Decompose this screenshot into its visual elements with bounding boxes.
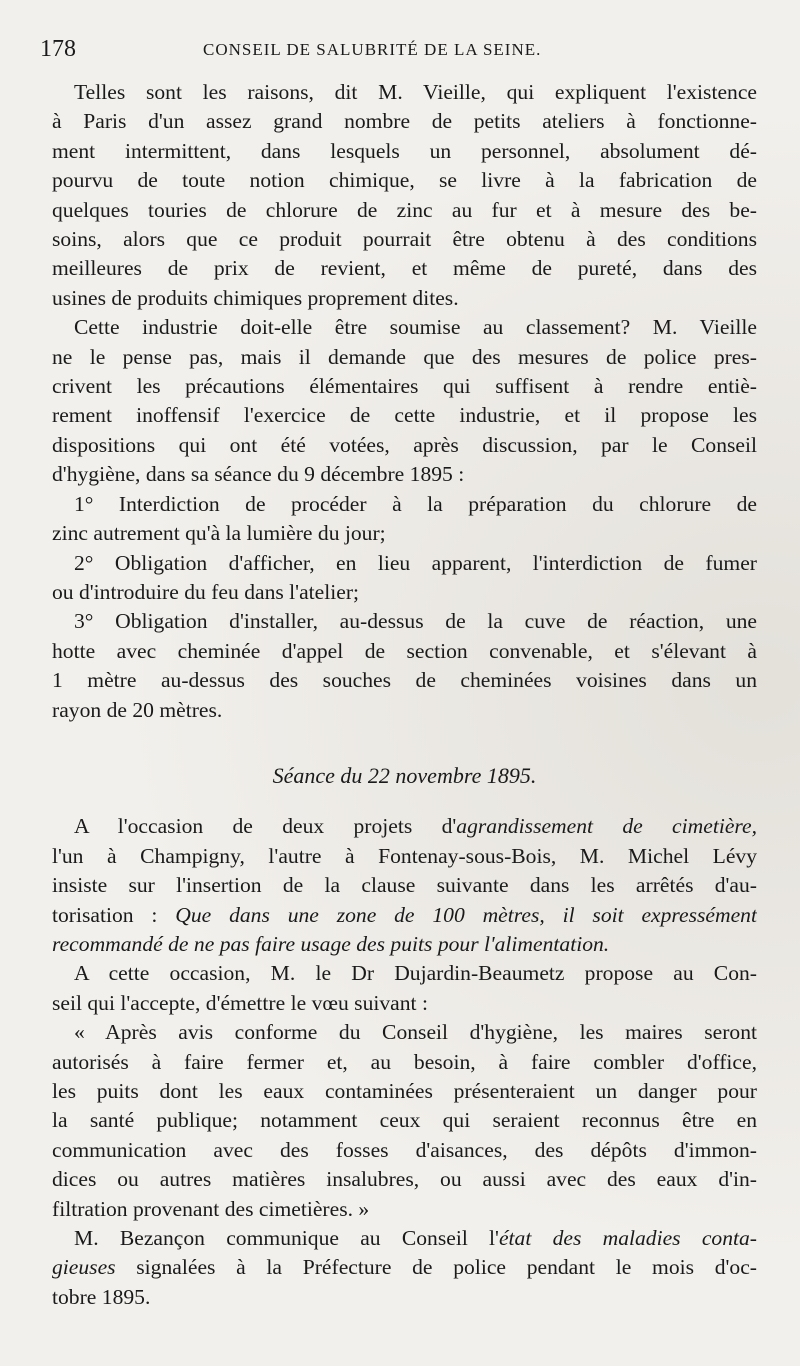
text-line: 1 mètre au-dessus des souches de cheminées voisines dans un bbox=[52, 668, 757, 693]
text-line bbox=[52, 1224, 757, 1253]
italic-span: recommandé de ne pas faire usage des puits pour l'alimentation. bbox=[52, 931, 610, 956]
text-line: quelques touries de chlorure de zinc au fur et à mesure des be- bbox=[52, 197, 757, 222]
text-line: usines de produits chimiques proprement dites. bbox=[52, 285, 459, 310]
text-line: les puits dont les eaux contaminées présenteraient un danger pour bbox=[52, 1079, 757, 1103]
text-line: autorisés à faire fermer et, au besoin, à faire combler d'office, bbox=[52, 1049, 757, 1074]
text-line bbox=[52, 930, 757, 959]
text-line: dispositions qui ont été votées, après discussion, par le Conseil bbox=[52, 432, 757, 457]
text-line: meilleures de prix de revient, et même de pureté, dans des bbox=[52, 256, 757, 281]
text-line: à Paris d'un assez grand nombre de petits ateliers à fonctionne- bbox=[52, 109, 757, 134]
list-item-2 bbox=[52, 549, 757, 608]
paragraph-6 bbox=[52, 1224, 757, 1312]
text-line: dices ou autres matières insalubres, ou aussi avec des eaux d'in- bbox=[52, 1167, 757, 1192]
text-line: la santé publique; notamment ceux qui seraient reconnus être en bbox=[52, 1108, 757, 1133]
spacer bbox=[52, 725, 757, 747]
text-line: « Après avis conforme du Conseil d'hygiène, les maires seront bbox=[74, 1020, 757, 1045]
text-line: 3° Obligation d'installer, au-dessus de la cuve de réaction, une bbox=[74, 609, 757, 634]
text-line: ment intermittent, dans lesquels un personnel, absolument dé- bbox=[52, 138, 757, 163]
text-line: ne le pense pas, mais il demande que des mesures de police pres- bbox=[52, 344, 757, 369]
text-line: insiste sur l'insertion de la clause suivante dans les arrêtés d'au- bbox=[52, 873, 757, 898]
list-item-3 bbox=[52, 607, 757, 725]
text-line: Cette industrie doit-elle être soumise au classement? M. Vieille bbox=[74, 315, 757, 340]
paragraph-2 bbox=[52, 313, 757, 489]
text-line bbox=[52, 812, 757, 841]
italic-span: gieuses bbox=[52, 1255, 116, 1280]
italic-span: agrandissement de cimetière, bbox=[456, 814, 757, 839]
text-line: d'hygiène, dans sa séance du 9 décembre 1895 : bbox=[52, 462, 465, 487]
text-line: hotte avec cheminée d'appel de section convenable, et s'élevant à bbox=[52, 638, 757, 663]
italic-span: Que dans une zone de 100 mètres, il soit expressément bbox=[175, 902, 757, 927]
text-span: M. Bezançon communique au Conseil l' bbox=[74, 1226, 499, 1251]
text-line bbox=[52, 1253, 757, 1282]
paragraph-3 bbox=[52, 812, 757, 959]
text-line: communication avec des fosses d'aisances, des dépôts d'immon- bbox=[52, 1137, 757, 1162]
text-line: seil qui l'accepte, d'émettre le vœu suivant : bbox=[52, 990, 428, 1015]
list-item-1 bbox=[52, 490, 757, 549]
italic-span: état des maladies conta- bbox=[498, 1226, 757, 1251]
text-line: rayon de 20 mètres. bbox=[52, 697, 223, 722]
paragraph-1 bbox=[52, 78, 757, 313]
text-line: pourvu de toute notion chimique, se livre à la fabrication de bbox=[52, 168, 757, 193]
text-line: zinc autrement qu'à la lumière du jour; bbox=[52, 521, 386, 546]
text-line: filtration provenant des cimetières. » bbox=[52, 1196, 370, 1221]
paragraph-5 bbox=[52, 1018, 757, 1224]
text-line: A cette occasion, M. le Dr Dujardin-Beaumetz propose au Con- bbox=[74, 961, 757, 986]
text-line: rement inoffensif l'exercice de cette industrie, et il propose les bbox=[52, 403, 757, 428]
text-span: signalées à la Préfecture de police pendant le mois d'oc- bbox=[115, 1255, 757, 1280]
running-title: CONSEIL DE SALUBRITÉ DE LA SEINE. bbox=[203, 40, 542, 59]
text-line bbox=[52, 901, 757, 930]
text-line: soins, alors que ce produit pourrait être obtenu à des conditions bbox=[52, 227, 757, 252]
paragraph-4 bbox=[52, 959, 757, 1018]
section-heading: Séance du 22 novembre 1895. bbox=[272, 762, 537, 788]
page-header bbox=[40, 36, 758, 66]
text-line: tobre 1895. bbox=[52, 1284, 151, 1309]
text-span: A l'occasion de deux projets d' bbox=[74, 814, 457, 839]
text-line: crivent les précautions élémentaires qui suffisent à rendre entiè- bbox=[52, 374, 757, 399]
text-line: Telles sont les raisons, dit M. Vieille, qui expliquent l'existence bbox=[74, 80, 757, 104]
text-line: l'un à Champigny, l'autre à Fontenay-sous-Bois, M. Michel Lévy bbox=[52, 843, 757, 868]
text-span: torisation : bbox=[52, 902, 176, 927]
page-body bbox=[52, 78, 757, 1312]
text-line: ou d'introduire du feu dans l'atelier; bbox=[52, 579, 360, 604]
page-number: 178 bbox=[40, 36, 76, 62]
text-line: 1° Interdiction de procéder à la préparation du chlorure de bbox=[74, 491, 757, 516]
text-line: 2° Obligation d'afficher, en lieu apparent, l'interdiction de fumer bbox=[74, 550, 757, 575]
